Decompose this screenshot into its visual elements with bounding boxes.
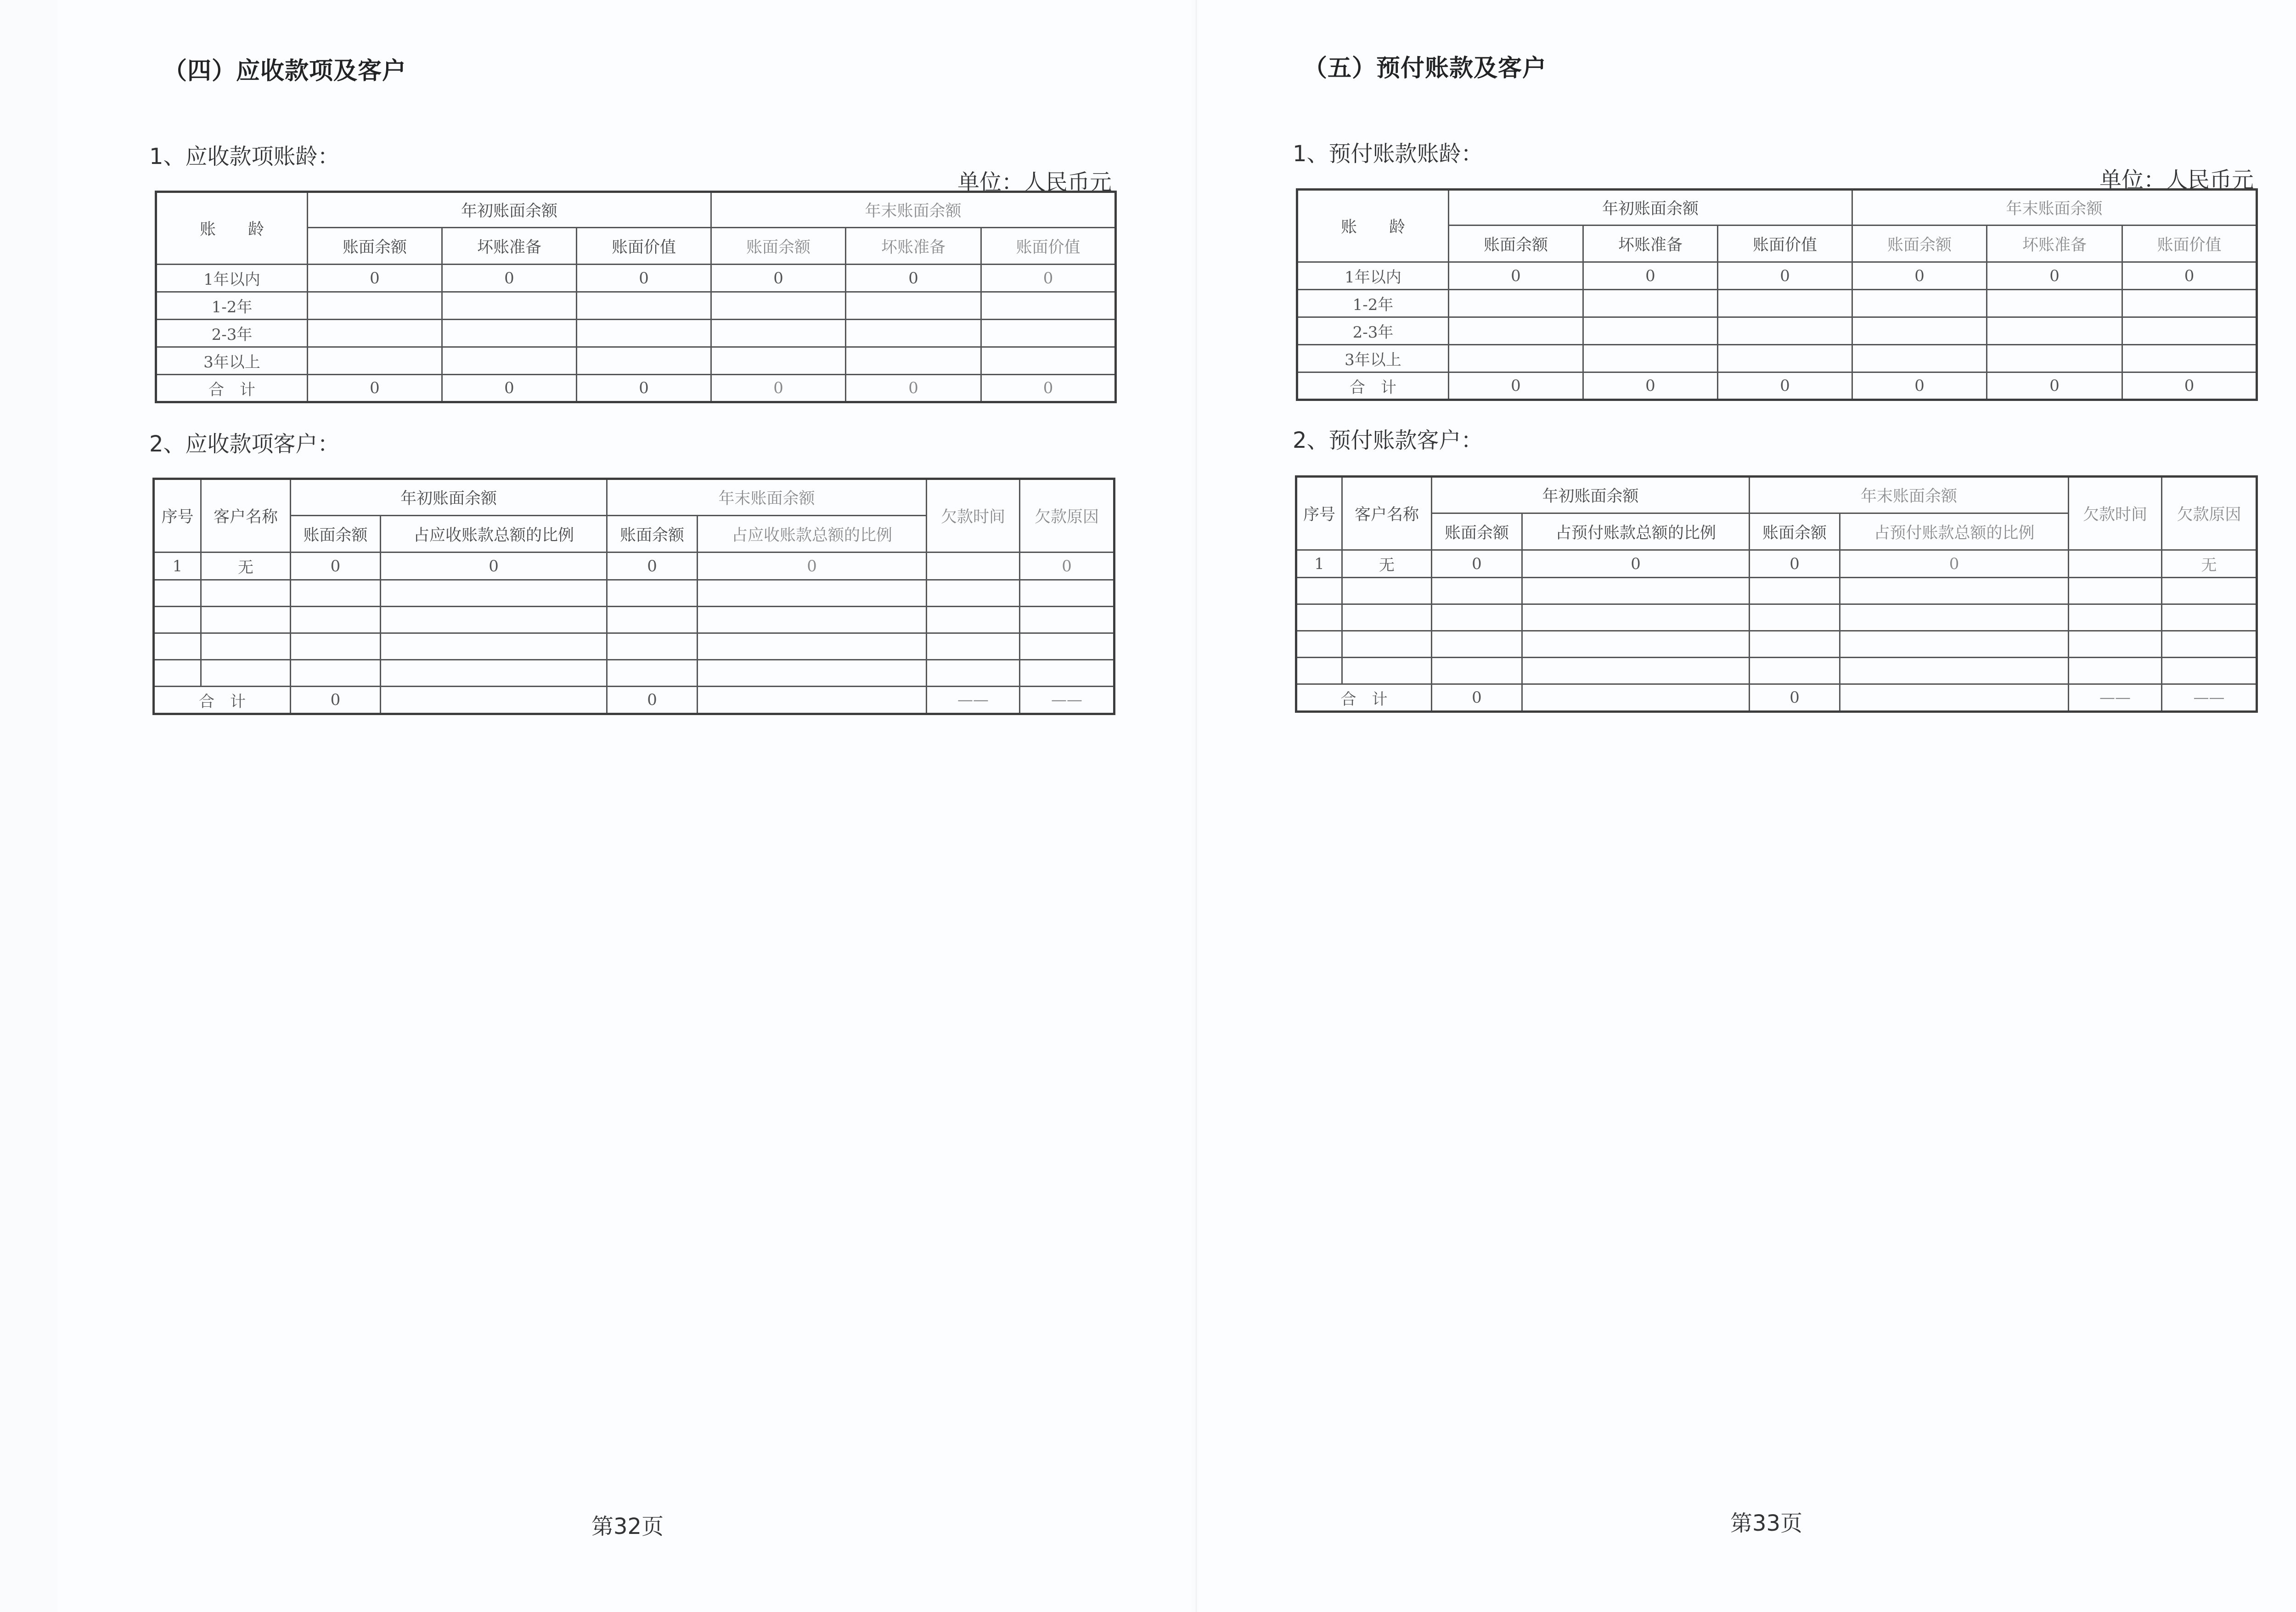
table-cell [2162, 631, 2257, 658]
table-cell: 0 [1449, 262, 1583, 290]
table-cell [698, 580, 927, 607]
table-cell [201, 607, 291, 633]
ratio-header: 占应收账款总额的比例 [381, 516, 607, 552]
table-cell: 0 [698, 552, 927, 580]
table-cell [1840, 631, 2069, 658]
table-cell [154, 607, 201, 633]
table-cell [201, 580, 291, 607]
customers-table [1295, 475, 2258, 713]
table-cell [927, 552, 1020, 580]
table-cell [1840, 604, 2069, 631]
customers-subtitle: 2、预付账款客户： [1293, 428, 1483, 453]
table-cell: 0 [1852, 262, 1987, 290]
book-value-header: 账面价值 [2122, 225, 2257, 262]
table-cell [846, 292, 981, 320]
table-cell: 0 [381, 552, 607, 580]
table-cell [291, 607, 381, 633]
table-row [1296, 578, 2257, 604]
table-cell [927, 633, 1020, 660]
table-cell: 0 [577, 375, 711, 402]
row-label: 3年以上 [1297, 345, 1449, 372]
table-cell [577, 347, 711, 375]
table-cell [381, 580, 607, 607]
table-cell [607, 607, 698, 633]
table-row [1297, 290, 2257, 317]
table-cell [1342, 578, 1432, 604]
table-cell: 0 [308, 265, 442, 292]
table-cell: 0 [1718, 262, 1852, 290]
table-row [1296, 658, 2257, 684]
aging-subtitle: 1、应收款项账龄： [149, 144, 340, 169]
book-value-header: 账面价值 [1718, 225, 1852, 262]
table-cell [2122, 317, 2257, 345]
table-cell [201, 633, 291, 660]
aging-table [1296, 188, 2258, 401]
table-row [1297, 345, 2257, 372]
book-value-header: 账面价值 [577, 228, 711, 265]
table-cell: 0 [711, 375, 846, 402]
table-cell: 0 [2122, 372, 2257, 400]
table-cell [442, 320, 577, 347]
table-cell [442, 292, 577, 320]
row-label: 2-3年 [156, 320, 308, 347]
bad-debt-header: 坏账准备 [846, 228, 981, 265]
table-row [156, 347, 1116, 375]
table-cell [981, 292, 1116, 320]
customer-name-header: 客户名称 [1342, 477, 1432, 550]
table-cell [2162, 658, 2257, 684]
page-32 [57, 0, 1192, 1612]
table-cell [308, 320, 442, 347]
table-cell [1449, 317, 1583, 345]
balance-header: 账面余额 [291, 516, 381, 552]
table-cell: 0 [1750, 550, 1840, 578]
table-cell [2069, 550, 2162, 578]
table-cell [698, 660, 927, 687]
table-cell [1449, 290, 1583, 317]
table-cell [981, 347, 1116, 375]
overdue-reason-header: 欠款原因 [2162, 477, 2257, 550]
table-cell [1432, 658, 1522, 684]
table-cell [1432, 631, 1522, 658]
table-cell [2122, 345, 2257, 372]
ratio-header: 占预付账款总额的比例 [1840, 513, 2069, 550]
table-cell [1522, 604, 1750, 631]
table-row [156, 292, 1116, 320]
table-cell [381, 607, 607, 633]
table-cell [1342, 604, 1432, 631]
table-cell [381, 633, 607, 660]
table-cell [927, 607, 1020, 633]
bad-debt-header: 坏账准备 [1583, 225, 1718, 262]
row-label: 2-3年 [1297, 317, 1449, 345]
table-cell [2162, 578, 2257, 604]
total-row [1296, 684, 2257, 712]
ratio-header: 占应收账款总额的比例 [698, 516, 927, 552]
overdue-time-header: 欠款时间 [2069, 477, 2162, 550]
table-cell: 无 [1342, 550, 1432, 578]
total-label: 合 计 [1296, 684, 1432, 712]
section-title: （四）应收款项及客户 [163, 57, 407, 85]
table-cell [607, 633, 698, 660]
table-cell: 无 [2162, 550, 2257, 578]
table-cell [2069, 631, 2162, 658]
table-cell [927, 660, 1020, 687]
table-cell: —— [2069, 684, 2162, 712]
table-cell [1296, 658, 1342, 684]
age-header: 账 龄 [156, 192, 308, 265]
total-label: 合 计 [154, 687, 291, 714]
table-cell [442, 347, 577, 375]
end-balance-header: 年末账面余额 [1750, 477, 2069, 513]
table-cell: 无 [201, 552, 291, 580]
table-cell: 0 [1852, 372, 1987, 400]
table-cell [381, 687, 607, 714]
table-cell: —— [927, 687, 1020, 714]
customers-subtitle: 2、应收款项客户： [149, 431, 340, 457]
page-33 [1199, 0, 2296, 1612]
table-cell [1296, 578, 1342, 604]
table-cell [154, 660, 201, 687]
table-row [1296, 604, 2257, 631]
table-cell [1750, 604, 1840, 631]
ratio-header: 占预付账款总额的比例 [1522, 513, 1750, 550]
row-label: 1年以内 [1297, 262, 1449, 290]
table-cell: 0 [1987, 372, 2122, 400]
table-cell [1522, 578, 1750, 604]
table-cell [381, 660, 607, 687]
table-cell [2122, 290, 2257, 317]
table-cell [607, 660, 698, 687]
table-cell [1449, 345, 1583, 372]
table-cell [1718, 345, 1852, 372]
row-label: 合 计 [1297, 372, 1449, 400]
table-row [154, 660, 1114, 687]
table-cell [711, 347, 846, 375]
table-cell [1840, 658, 2069, 684]
table-cell [154, 580, 201, 607]
table-cell [1020, 580, 1114, 607]
table-row [1297, 317, 2257, 345]
table-cell [154, 633, 201, 660]
table-row [154, 633, 1114, 660]
begin-balance-header: 年初账面余额 [291, 479, 607, 516]
table-cell [1840, 684, 2069, 712]
customers-table [152, 478, 1115, 715]
table-cell [1750, 578, 1840, 604]
table-row [156, 265, 1116, 292]
begin-balance-header: 年初账面余额 [1432, 477, 1750, 513]
table-cell [1020, 633, 1114, 660]
unit-label: 单位：人民币元 [2099, 167, 2254, 193]
total-row [1297, 372, 2257, 400]
table-cell [201, 660, 291, 687]
balance-header: 账面余额 [1449, 225, 1583, 262]
table-cell [1583, 317, 1718, 345]
table-cell: 0 [1020, 552, 1114, 580]
table-cell [927, 580, 1020, 607]
row-label: 1-2年 [156, 292, 308, 320]
balance-header: 账面余额 [1852, 225, 1987, 262]
page-number: 第33页 [1730, 1511, 1803, 1536]
table-cell: 0 [1840, 550, 2069, 578]
table-cell [291, 580, 381, 607]
table-cell [2069, 658, 2162, 684]
table-cell [1852, 345, 1987, 372]
table-cell [1522, 658, 1750, 684]
table-cell [1987, 290, 2122, 317]
seq-header: 序号 [1296, 477, 1342, 550]
table-cell: 1 [1296, 550, 1342, 578]
table-cell: 0 [577, 265, 711, 292]
bad-debt-header: 坏账准备 [1987, 225, 2122, 262]
page-number: 第32页 [591, 1514, 664, 1539]
table-row [156, 320, 1116, 347]
table-row [1296, 631, 2257, 658]
table-cell [2162, 604, 2257, 631]
table-cell: 0 [1718, 372, 1852, 400]
overdue-time-header: 欠款时间 [927, 479, 1020, 552]
table-cell [1840, 578, 2069, 604]
table-cell [1522, 631, 1750, 658]
table-cell: 0 [291, 552, 381, 580]
table-cell [846, 320, 981, 347]
table-cell [1020, 660, 1114, 687]
begin-balance-header: 年初账面余额 [1449, 190, 1852, 225]
table-cell: 0 [1432, 550, 1522, 578]
table-cell [1583, 345, 1718, 372]
balance-header: 账面余额 [308, 228, 442, 265]
section-title: （五）预付账款及客户 [1303, 55, 1547, 82]
table-cell [1342, 631, 1432, 658]
table-cell [1987, 317, 2122, 345]
row-label: 3年以上 [156, 347, 308, 375]
table-cell: 0 [2122, 262, 2257, 290]
row-label: 合 计 [156, 375, 308, 402]
unit-label: 单位：人民币元 [957, 169, 1112, 195]
table-row [154, 580, 1114, 607]
table-cell: 0 [1750, 684, 1840, 712]
table-cell: 0 [442, 265, 577, 292]
table-cell [1522, 684, 1750, 712]
table-cell: 0 [607, 687, 698, 714]
customer-name-header: 客户名称 [201, 479, 291, 552]
table-row [154, 607, 1114, 633]
row-label: 1年以内 [156, 265, 308, 292]
table-cell: 0 [291, 687, 381, 714]
table-cell [1852, 290, 1987, 317]
table-cell [577, 320, 711, 347]
end-balance-header: 年末账面余额 [607, 479, 927, 516]
table-cell: 0 [711, 265, 846, 292]
table-cell [698, 687, 927, 714]
table-cell: 0 [1583, 262, 1718, 290]
table-cell [577, 292, 711, 320]
seq-header: 序号 [154, 479, 201, 552]
table-cell [291, 633, 381, 660]
table-cell [1296, 631, 1342, 658]
table-cell: 0 [1987, 262, 2122, 290]
table-row [154, 552, 1114, 580]
table-cell [981, 320, 1116, 347]
table-cell [1750, 658, 1840, 684]
table-cell [1987, 345, 2122, 372]
end-balance-header: 年末账面余额 [1852, 190, 2257, 225]
table-cell: 0 [1522, 550, 1750, 578]
table-cell [2069, 578, 2162, 604]
table-cell: 0 [1432, 684, 1522, 712]
table-cell [698, 633, 927, 660]
balance-header: 账面余额 [1432, 513, 1522, 550]
bad-debt-header: 坏账准备 [442, 228, 577, 265]
table-cell: 0 [1449, 372, 1583, 400]
table-cell [1432, 578, 1522, 604]
aging-subtitle: 1、预付账款账龄： [1293, 141, 1483, 167]
table-cell [1718, 290, 1852, 317]
table-cell [1342, 658, 1432, 684]
table-cell: —— [2162, 684, 2257, 712]
overdue-reason-header: 欠款原因 [1020, 479, 1114, 552]
table-cell [1020, 607, 1114, 633]
table-cell: —— [1020, 687, 1114, 714]
table-cell: 0 [981, 265, 1116, 292]
age-header: 账 龄 [1297, 190, 1449, 262]
table-cell [308, 292, 442, 320]
total-row [154, 687, 1114, 714]
table-cell [846, 347, 981, 375]
table-cell: 0 [308, 375, 442, 402]
row-label: 1-2年 [1297, 290, 1449, 317]
table-cell: 0 [846, 375, 981, 402]
table-row [1296, 550, 2257, 578]
table-cell [1583, 290, 1718, 317]
table-cell [308, 347, 442, 375]
table-cell [711, 320, 846, 347]
book-value-header: 账面价值 [981, 228, 1116, 265]
balance-header: 账面余额 [607, 516, 698, 552]
table-cell [607, 580, 698, 607]
table-cell [1718, 317, 1852, 345]
table-cell: 0 [607, 552, 698, 580]
table-cell [291, 660, 381, 687]
table-cell [698, 607, 927, 633]
end-balance-header: 年末账面余额 [711, 192, 1116, 228]
table-cell [1852, 317, 1987, 345]
aging-table [155, 191, 1117, 403]
table-cell [1750, 631, 1840, 658]
balance-header: 账面余额 [711, 228, 846, 265]
table-cell: 0 [442, 375, 577, 402]
total-row [156, 375, 1116, 402]
table-cell [711, 292, 846, 320]
table-cell [1296, 604, 1342, 631]
table-cell: 1 [154, 552, 201, 580]
table-row [1297, 262, 2257, 290]
table-cell [2069, 604, 2162, 631]
balance-header: 账面余额 [1750, 513, 1840, 550]
begin-balance-header: 年初账面余额 [308, 192, 711, 228]
table-cell: 0 [846, 265, 981, 292]
table-cell [1432, 604, 1522, 631]
table-cell: 0 [1583, 372, 1718, 400]
page-fold-divider [1196, 0, 1197, 1612]
table-cell: 0 [981, 375, 1116, 402]
